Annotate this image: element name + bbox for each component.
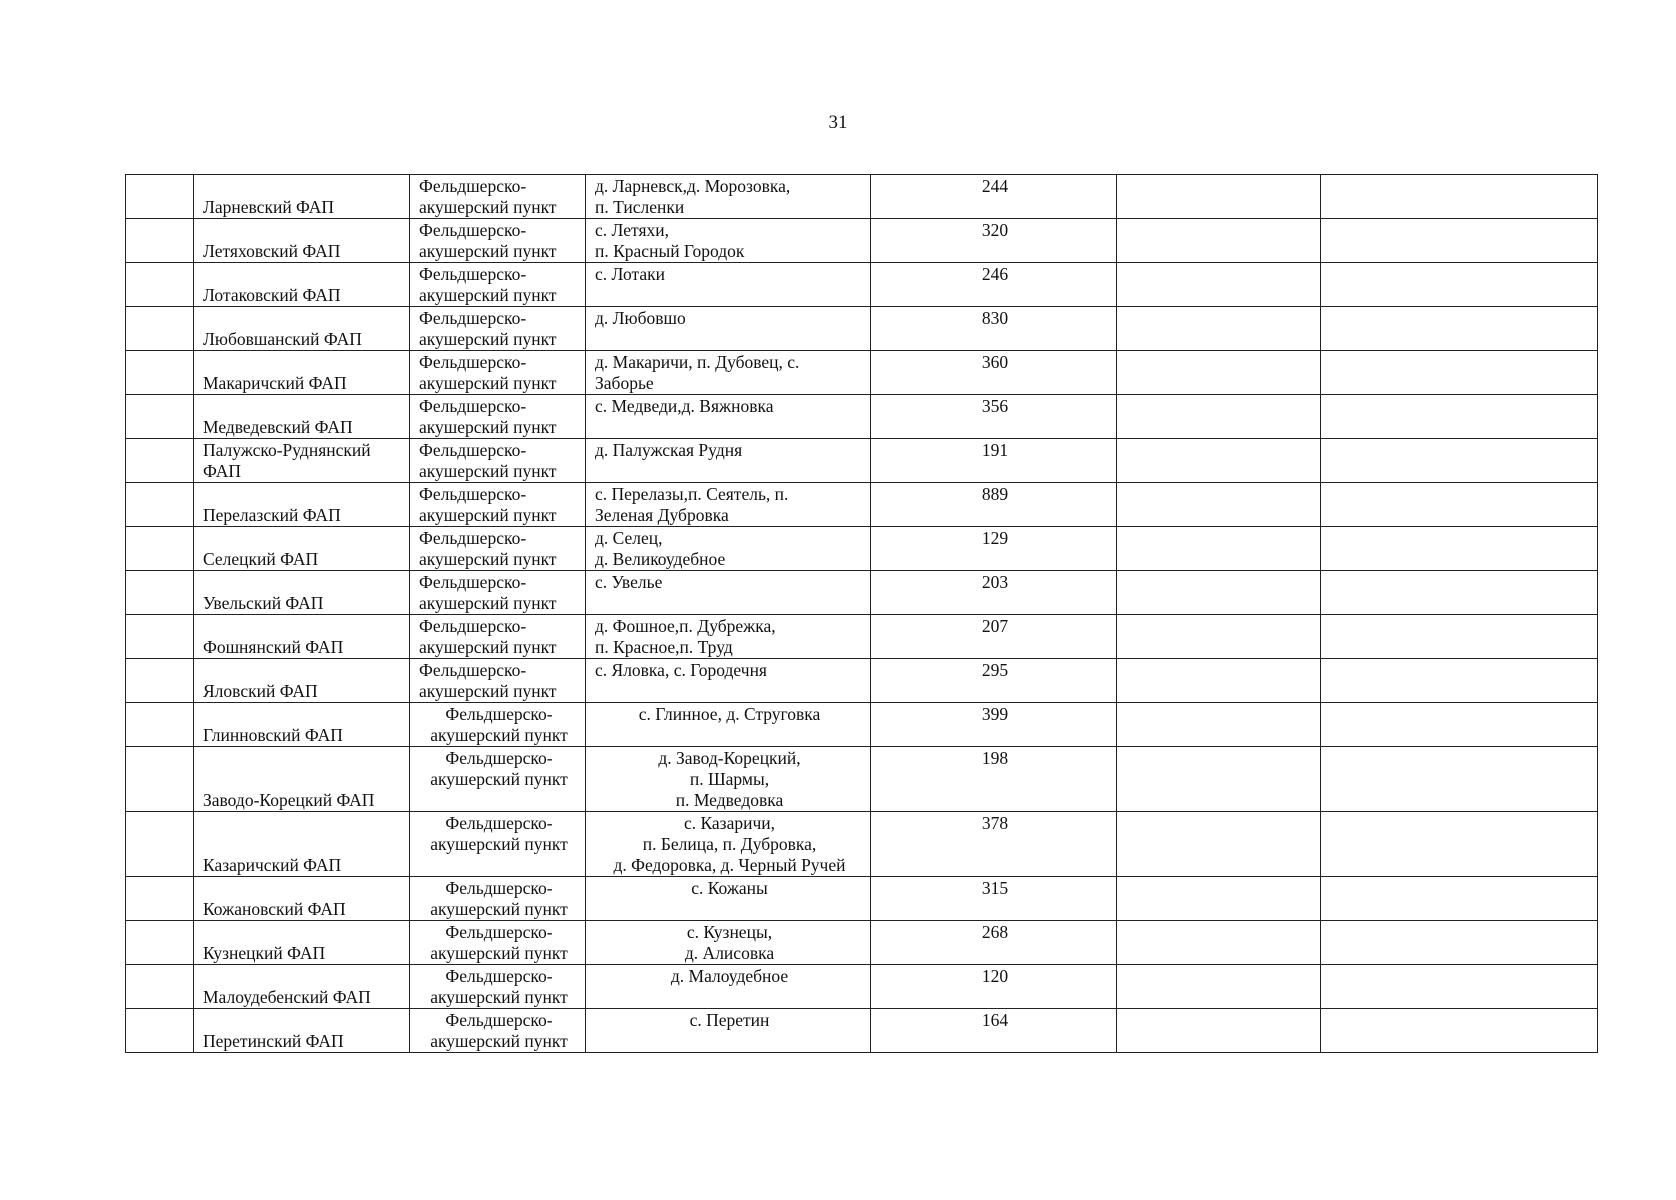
population-count-cell: [871, 747, 1117, 812]
facility-type-cell: [410, 263, 586, 307]
facility-type-line: Фельдшерско-: [445, 704, 553, 724]
row-number-cell: [126, 307, 194, 351]
settlement-line: с. Яловка, с. Городечня: [595, 660, 767, 680]
population-count-cell: [871, 395, 1117, 439]
facility-type-line: Фельдшерско-: [419, 440, 527, 460]
empty-cell-7: [1321, 175, 1598, 219]
facility-type-line: акушерский пункт: [430, 899, 568, 919]
facility-type-line: акушерский пункт: [419, 593, 557, 613]
facility-type-cell: [410, 615, 586, 659]
facility-type-line: Фельдшерско-: [445, 878, 553, 898]
fap-name: Фошнянский ФАП: [203, 637, 344, 657]
row-number-cell: [126, 351, 194, 395]
empty-cell-6: [1117, 351, 1321, 395]
row-number-cell: [126, 615, 194, 659]
fap-name: Любовшанский ФАП: [203, 329, 362, 349]
table-row: [126, 747, 1598, 812]
empty-cell-7: [1321, 395, 1598, 439]
fap-name-cell: [194, 659, 410, 703]
fap-name: Малоудебенский ФАП: [203, 987, 371, 1007]
facility-type-line: Фельдшерско-: [445, 1010, 553, 1030]
fap-name-cell: [194, 1009, 410, 1053]
population-count-cell: [871, 483, 1117, 527]
table-row: [126, 483, 1598, 527]
fap-name: Ларневский ФАП: [203, 197, 335, 217]
facility-type-cell: [410, 571, 586, 615]
population-count-cell: [871, 921, 1117, 965]
settlements-cell: [586, 307, 871, 351]
row-number-cell: [126, 921, 194, 965]
facility-type-line: Фельдшерско-: [419, 352, 527, 372]
population-count-cell: [871, 877, 1117, 921]
facility-type-cell: [410, 965, 586, 1009]
fap-name-cell: [194, 921, 410, 965]
fap-name-cell: [194, 307, 410, 351]
empty-cell-7: [1321, 527, 1598, 571]
population-count-cell: [871, 615, 1117, 659]
settlement-line: с. Лотаки: [595, 264, 665, 284]
empty-cell-6: [1117, 877, 1321, 921]
fap-name-cell: [194, 747, 410, 812]
settlements-cell: [586, 219, 871, 263]
facility-type-line: Фельдшерско-: [445, 966, 553, 986]
empty-cell-7: [1321, 615, 1598, 659]
facility-type-line: акушерский пункт: [430, 769, 568, 789]
table-row: [126, 571, 1598, 615]
row-number-cell: [126, 659, 194, 703]
empty-cell-6: [1117, 921, 1321, 965]
settlements-cell: [586, 615, 871, 659]
facility-type-cell: [410, 659, 586, 703]
table-row: [126, 527, 1598, 571]
population-count-cell: [871, 965, 1117, 1009]
settlement-line: д. Великоудебное: [595, 549, 726, 569]
table-row: [126, 921, 1598, 965]
row-number-cell: [126, 571, 194, 615]
facility-type-line: акушерский пункт: [419, 241, 557, 261]
population-count-cell: [871, 263, 1117, 307]
table-row: [126, 263, 1598, 307]
empty-cell-6: [1117, 1009, 1321, 1053]
settlement-line: д. Селец,: [595, 528, 663, 548]
facility-type-cell: [410, 175, 586, 219]
fap-name-cell: [194, 812, 410, 877]
facility-type-line: Фельдшерско-: [419, 528, 527, 548]
facility-type-cell: [410, 483, 586, 527]
row-number-cell: [126, 812, 194, 877]
population-count: 164: [981, 1010, 1009, 1030]
facility-type-cell: [410, 395, 586, 439]
settlements-cell: [586, 263, 871, 307]
facility-type-line: акушерский пункт: [419, 373, 557, 393]
table-row: [126, 395, 1598, 439]
facility-type-line: акушерский пункт: [419, 461, 557, 481]
fap-name-cell: [194, 571, 410, 615]
empty-cell-7: [1321, 703, 1598, 747]
table-row: [126, 703, 1598, 747]
population-count: 129: [981, 528, 1009, 548]
settlements-cell: [586, 703, 871, 747]
fap-name: Перетинский ФАП: [203, 1031, 344, 1051]
population-count: 320: [981, 220, 1009, 240]
facility-type-line: акушерский пункт: [419, 329, 557, 349]
facility-type-line: Фельдшерско-: [419, 396, 527, 416]
empty-cell-7: [1321, 812, 1598, 877]
empty-cell-7: [1321, 965, 1598, 1009]
settlement-line: с. Летяхи,: [595, 220, 669, 240]
settlement-line: д. Алисовка: [684, 943, 775, 963]
empty-cell-7: [1321, 921, 1598, 965]
population-count-cell: [871, 175, 1117, 219]
empty-cell-7: [1321, 307, 1598, 351]
facility-type-line: акушерский пункт: [430, 725, 568, 745]
empty-cell-6: [1117, 219, 1321, 263]
population-count-cell: [871, 812, 1117, 877]
settlement-line: с. Увелье: [595, 572, 663, 592]
settlements-cell: [586, 483, 871, 527]
empty-cell-6: [1117, 527, 1321, 571]
row-number-cell: [126, 263, 194, 307]
row-number-cell: [126, 1009, 194, 1053]
empty-cell-7: [1321, 1009, 1598, 1053]
facility-type-line: акушерский пункт: [419, 637, 557, 657]
settlement-line: п. Белица, п. Дубровка,: [642, 834, 817, 854]
facility-type-cell: [410, 1009, 586, 1053]
settlements-cell: [586, 921, 871, 965]
population-count: 268: [981, 922, 1009, 942]
row-number-cell: [126, 175, 194, 219]
facility-type-line: Фельдшерско-: [419, 484, 527, 504]
empty-cell-7: [1321, 483, 1598, 527]
table-row: [126, 877, 1598, 921]
empty-cell-6: [1117, 703, 1321, 747]
settlements-cell: [586, 395, 871, 439]
fap-name: Увельский ФАП: [203, 593, 324, 613]
population-count: 889: [981, 484, 1009, 504]
table-row: [126, 307, 1598, 351]
settlement-line: д. Фошное,п. Дубрежка,: [595, 616, 776, 636]
facility-type-line: акушерский пункт: [430, 834, 568, 854]
settlements-cell: [586, 439, 871, 483]
population-count-cell: [871, 1009, 1117, 1053]
settlements-cell: [586, 877, 871, 921]
facility-type-line: акушерский пункт: [430, 987, 568, 1007]
empty-cell-6: [1117, 747, 1321, 812]
population-count: 356: [981, 396, 1009, 416]
fap-name: Перелазский ФАП: [203, 505, 341, 525]
facility-type-line: Фельдшерско-: [419, 308, 527, 328]
empty-cell-6: [1117, 307, 1321, 351]
empty-cell-6: [1117, 812, 1321, 877]
empty-cell-6: [1117, 483, 1321, 527]
empty-cell-6: [1117, 965, 1321, 1009]
settlement-line: д. Ларневск,д. Морозовка,: [595, 176, 791, 196]
row-number-cell: [126, 483, 194, 527]
table-row: [126, 351, 1598, 395]
fap-name-cell: [194, 483, 410, 527]
facility-type-line: Фельдшерско-: [419, 176, 527, 196]
table-row: [126, 175, 1598, 219]
facility-type-cell: [410, 527, 586, 571]
settlement-line: с. Медведи,д. Вяжновка: [595, 396, 774, 416]
facility-type-line: акушерский пункт: [419, 285, 557, 305]
facility-type-line: Фельдшерско-: [419, 220, 527, 240]
fap-name-cell: [194, 877, 410, 921]
population-count-cell: [871, 527, 1117, 571]
facility-type-cell: [410, 812, 586, 877]
fap-table: [125, 174, 1598, 1053]
facility-type-cell: [410, 439, 586, 483]
population-count: 378: [981, 813, 1009, 833]
empty-cell-6: [1117, 395, 1321, 439]
empty-cell-7: [1321, 439, 1598, 483]
fap-name-cell: [194, 965, 410, 1009]
row-number-cell: [126, 527, 194, 571]
empty-cell-7: [1321, 263, 1598, 307]
empty-cell-6: [1117, 571, 1321, 615]
facility-type-cell: [410, 703, 586, 747]
population-count: 207: [981, 616, 1009, 636]
fap-name: Лотаковский ФАП: [203, 285, 341, 305]
settlements-cell: [586, 351, 871, 395]
settlement-line: д. Палужская Рудня: [595, 440, 743, 460]
settlement-line: Заборье: [595, 373, 654, 393]
settlements-cell: [586, 1009, 871, 1053]
facility-type-line: акушерский пункт: [419, 681, 557, 701]
facility-type-line: акушерский пункт: [419, 417, 557, 437]
facility-type-line: Фельдшерско-: [445, 922, 553, 942]
table-row: [126, 812, 1598, 877]
settlements-cell: [586, 527, 871, 571]
population-count: 203: [981, 572, 1009, 592]
fap-name: Макаричский ФАП: [203, 373, 347, 393]
settlement-line: с. Глинное, д. Струговка: [638, 704, 821, 724]
table-row: [126, 1009, 1598, 1053]
population-count: 120: [981, 966, 1009, 986]
facility-type-cell: [410, 747, 586, 812]
facility-type-line: акушерский пункт: [419, 505, 557, 525]
row-number-cell: [126, 703, 194, 747]
empty-cell-6: [1117, 175, 1321, 219]
facility-type-cell: [410, 921, 586, 965]
row-number-cell: [126, 965, 194, 1009]
empty-cell-7: [1321, 877, 1598, 921]
settlement-line: с. Кузнецы,: [686, 922, 773, 942]
settlement-line: п. Красный Городок: [595, 241, 745, 261]
settlement-line: д. Малоудебное: [670, 966, 789, 986]
table-row: [126, 965, 1598, 1009]
settlement-line: с. Перелазы,п. Сеятель, п.: [595, 484, 789, 504]
population-count-cell: [871, 307, 1117, 351]
page-number: 31: [828, 112, 848, 133]
facility-type-line: акушерский пункт: [430, 943, 568, 963]
fap-name: Кожановский ФАП: [203, 899, 346, 919]
table-row: [126, 439, 1598, 483]
table-row: [126, 615, 1598, 659]
empty-cell-7: [1321, 571, 1598, 615]
empty-cell-7: [1321, 747, 1598, 812]
population-count: 315: [981, 878, 1009, 898]
facility-type-line: Фельдшерско-: [445, 748, 553, 768]
population-count-cell: [871, 219, 1117, 263]
fap-name-cell: [194, 351, 410, 395]
fap-name: Глинновский ФАП: [203, 725, 343, 745]
settlement-line: с. Перетин: [689, 1010, 770, 1030]
facility-type-line: Фельдшерско-: [419, 616, 527, 636]
empty-cell-6: [1117, 659, 1321, 703]
settlements-cell: [586, 965, 871, 1009]
row-number-cell: [126, 395, 194, 439]
row-number-cell: [126, 877, 194, 921]
fap-name: Медведевский ФАП: [203, 417, 353, 437]
settlement-line: д. Федоровка, д. Черный Ручей: [613, 855, 846, 875]
facility-type-line: акушерский пункт: [419, 197, 557, 217]
population-count-cell: [871, 659, 1117, 703]
facility-type-cell: [410, 219, 586, 263]
fap-name: Летяховский ФАП: [203, 241, 341, 261]
row-number-cell: [126, 747, 194, 812]
fap-name-cell: [194, 395, 410, 439]
population-count: 295: [981, 660, 1009, 680]
fap-name: Яловский ФАП: [203, 681, 318, 701]
facility-type-line: Фельдшерско-: [445, 813, 553, 833]
facility-type-cell: [410, 351, 586, 395]
fap-name: Кузнецкий ФАП: [203, 943, 326, 963]
population-count: 399: [981, 704, 1009, 724]
settlement-line: с. Казаричи,: [683, 813, 776, 833]
population-count: 191: [981, 440, 1009, 460]
population-count-cell: [871, 351, 1117, 395]
table-row: [126, 659, 1598, 703]
population-count: 244: [981, 176, 1009, 196]
row-number-cell: [126, 219, 194, 263]
facility-type-line: Фельдшерско-: [419, 660, 527, 680]
settlements-cell: [586, 175, 871, 219]
settlement-line: д. Завод-Корецкий,: [658, 748, 801, 768]
settlement-line: д. Макаричи, п. Дубовец, с.: [595, 352, 800, 372]
fap-name-cell: [194, 615, 410, 659]
settlements-cell: [586, 747, 871, 812]
population-count-cell: [871, 703, 1117, 747]
fap-name-cell: [194, 439, 410, 483]
facility-type-line: акушерский пункт: [419, 549, 557, 569]
population-count: 198: [981, 748, 1009, 768]
facility-type-line: Фельдшерско-: [419, 572, 527, 592]
settlement-line: п. Красное,п. Труд: [595, 637, 733, 657]
fap-name-cell: [194, 219, 410, 263]
empty-cell-6: [1117, 263, 1321, 307]
population-count: 360: [981, 352, 1009, 372]
fap-name: Палужско-Руднянский ФАП: [203, 440, 371, 481]
table-row: [126, 219, 1598, 263]
facility-type-cell: [410, 307, 586, 351]
settlement-line: п. Шармы,: [689, 769, 770, 789]
settlement-line: с. Кожаны: [691, 878, 768, 898]
fap-name-cell: [194, 263, 410, 307]
fap-name: Селецкий ФАП: [203, 549, 319, 569]
fap-name: Заводо-Корецкий ФАП: [203, 790, 375, 810]
empty-cell-7: [1321, 659, 1598, 703]
settlements-cell: [586, 812, 871, 877]
settlement-line: п. Медведовка: [675, 790, 784, 810]
facility-type-cell: [410, 877, 586, 921]
fap-name: Казаричский ФАП: [203, 855, 342, 875]
fap-name-cell: [194, 703, 410, 747]
facility-type-line: акушерский пункт: [430, 1031, 568, 1051]
empty-cell-6: [1117, 615, 1321, 659]
row-number-cell: [126, 439, 194, 483]
settlement-line: Зеленая Дубровка: [595, 505, 729, 525]
empty-cell-6: [1117, 439, 1321, 483]
empty-cell-7: [1321, 351, 1598, 395]
settlement-line: п. Тисленки: [595, 197, 685, 217]
facility-type-line: Фельдшерско-: [419, 264, 527, 284]
fap-name-cell: [194, 527, 410, 571]
empty-cell-7: [1321, 219, 1598, 263]
population-count: 830: [981, 308, 1009, 328]
settlements-cell: [586, 571, 871, 615]
fap-name-cell: [194, 175, 410, 219]
population-count-cell: [871, 439, 1117, 483]
population-count-cell: [871, 571, 1117, 615]
settlement-line: д. Любовшо: [595, 308, 686, 328]
settlements-cell: [586, 659, 871, 703]
population-count: 246: [981, 264, 1009, 284]
